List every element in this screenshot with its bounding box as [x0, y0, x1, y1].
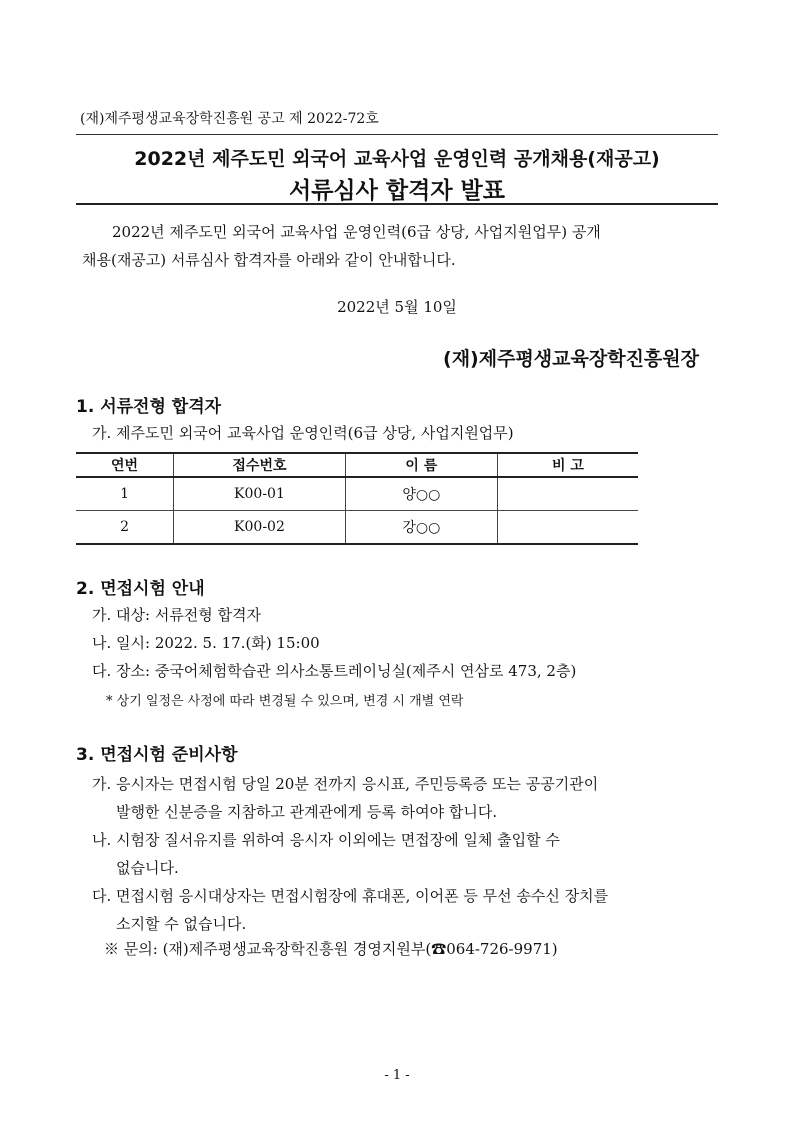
- prep-item-1-line-2: 발행한 신분증을 지참하고 관계관에게 등록 하여야 합니다.: [116, 803, 498, 821]
- interview-place: 다. 장소: 중국어체험학습관 의사소통트레이닝실(제주시 연삼로 473, 2층): [92, 662, 577, 680]
- section1-heading: 1. 서류전형 합격자: [76, 397, 222, 417]
- col-header-remark: 비 고: [497, 453, 638, 477]
- page-number: - 1 -: [384, 1068, 410, 1083]
- intro-line-1: 2022년 제주도민 외국어 교육사업 운영인력(6급 상당, 사업지원업무) 공개: [112, 223, 601, 241]
- cell-receipt: K00-01: [174, 477, 346, 511]
- schedule-change-note: * 상기 일정은 사정에 따라 변경될 수 있으며, 변경 시 개별 연락: [106, 694, 464, 709]
- col-header-name: 이 름: [345, 453, 497, 477]
- notice-number: (재)제주평생교육장학진흥원 공고 제 2022-72호: [80, 111, 379, 127]
- cell-no: 1: [76, 477, 174, 511]
- header-rule-top: [76, 134, 718, 135]
- section3-heading: 3. 면접시험 준비사항: [76, 745, 238, 765]
- document-title: 2022년 제주도민 외국어 교육사업 운영인력 공개채용(재공고): [134, 148, 660, 170]
- prep-item-3: [92, 882, 722, 938]
- cell-remark: [497, 511, 638, 545]
- contact-info: ※ 문의: (재)제주평생교육장학진흥원 경영지원부(☎064-726-9971): [104, 940, 558, 958]
- prep-item-2: [92, 826, 722, 882]
- table-header-row: [76, 453, 638, 477]
- prep-item-3-line-1: 다. 면접시험 응시대상자는 면접시험장에 휴대폰, 이어폰 등 무선 송수신 장치를: [92, 887, 609, 905]
- interview-datetime: 나. 일시: 2022. 5. 17.(화) 15:00: [92, 634, 320, 652]
- announcement-date: 2022년 5월 10일: [337, 298, 457, 316]
- prep-item-3-line-2: 소지할 수 없습니다.: [116, 915, 247, 933]
- prep-item-2-line-2: 없습니다.: [116, 859, 179, 877]
- prep-item-1: [92, 770, 722, 826]
- cell-name: 양○○: [345, 477, 497, 511]
- col-header-receipt: 접수번호: [174, 453, 346, 477]
- prep-item-1-line-1: 가. 응시자는 면접시험 당일 20분 전까지 응시표, 주민등록증 또는 공공기관이: [92, 775, 599, 793]
- issuer-signature: (재)제주평생교육장학진흥원장: [443, 348, 699, 370]
- table-row: [76, 511, 638, 545]
- cell-receipt: K00-02: [174, 511, 346, 545]
- intro-paragraph: [82, 218, 718, 274]
- table-row: [76, 477, 638, 511]
- cell-name: 강○○: [345, 511, 497, 545]
- document-subtitle: 서류심사 합격자 발표: [289, 178, 505, 204]
- cell-no: 2: [120, 519, 129, 535]
- title-rule-bottom: [76, 203, 718, 205]
- prep-item-2-line-1: 나. 시험장 질서유지를 위하여 응시자 이외에는 면접장에 일체 출입할 수: [92, 831, 560, 849]
- intro-line-2: 채용(재공고) 서류심사 합격자를 아래와 같이 안내합니다.: [82, 251, 456, 269]
- results-table: [76, 452, 638, 545]
- section2-heading: 2. 면접시험 안내: [76, 579, 205, 599]
- interview-target: 가. 대상: 서류전형 합격자: [92, 606, 262, 624]
- cell-remark: [497, 477, 638, 511]
- section1-subheading: 가. 제주도민 외국어 교육사업 운영인력(6급 상당, 사업지원업무): [92, 424, 514, 442]
- col-header-no: 연번: [76, 453, 174, 477]
